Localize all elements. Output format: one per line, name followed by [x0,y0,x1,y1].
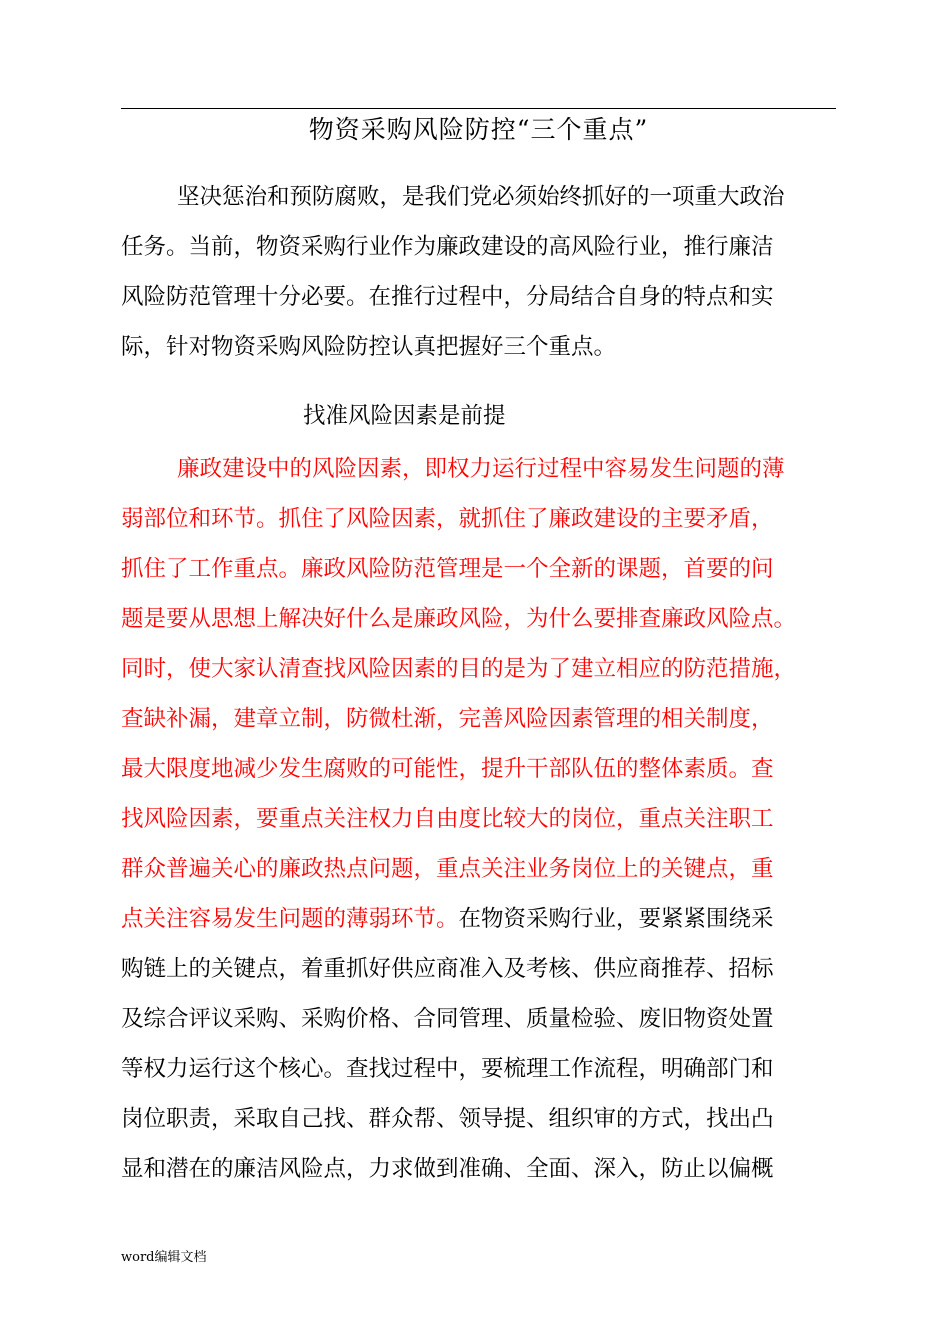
body-line: 及综合评议采购、采购价格、合同管理、质量检验、废旧物资处置 [121,1006,774,1032]
footer-note: word编辑文档 [121,1250,207,1265]
highlighted-line: 查缺补漏，建章立制，防微杜渐，完善风险因素管理的相关制度， [121,706,774,732]
body-line: 购链上的关键点，着重抓好供应商准入及考核、供应商推荐、招标 [121,956,774,982]
body-paragraph [121,444,861,1194]
highlighted-line: 最大限度地减少发生腐败的可能性，提升干部队伍的整体素质。查 [121,756,774,782]
intro-line: 任务。当前，物资采购行业作为廉政建设的高风险行业，推行廉洁 [121,234,774,260]
mixed-line [121,894,861,944]
highlighted-line: 题是要从思想上解决好什么是廉政风险，为什么要排查廉政风险点。 [121,606,797,632]
highlighted-line: 弱部位和环节。抓住了风险因素，就抓住了廉政建设的主要矛盾， [121,506,774,532]
highlighted-line: 找风险因素，要重点关注权力自由度比较大的岗位，重点关注职工 [121,806,774,832]
highlighted-line: 同时，使大家认清查找风险因素的目的是为了建立相应的防范措施， [121,656,797,682]
body-line: 显和潜在的廉洁风险点，力求做到准确、全面、深入，防止以偏概 [121,1156,774,1182]
plain-segment: 在物资采购行业，要紧紧围绕采 [458,906,774,932]
header-rule [121,108,836,109]
highlighted-segment: 点关注容易发生问题的薄弱环节。 [121,906,459,932]
intro-paragraph [121,172,861,372]
document-title: 物资采购风险防控“三个重点” [308,115,649,144]
intro-line: 坚决惩治和预防腐败，是我们党必须始终抓好的一项重大政治 [177,184,785,210]
intro-line: 风险防范管理十分必要。在推行过程中，分局结合自身的特点和实 [121,284,774,310]
section-heading: 找准风险因素是前提 [303,403,506,429]
intro-line: 际，针对物资采购风险防控认真把握好三个重点。 [121,334,617,360]
body-line: 等权力运行这个核心。查找过程中，要梳理工作流程，明确部门和 [121,1056,774,1082]
highlighted-line: 抓住了工作重点。廉政风险防范管理是一个全新的课题，首要的问 [121,556,774,582]
highlighted-line: 群众普遍关心的廉政热点问题，重点关注业务岗位上的关键点，重 [121,856,774,882]
body-line: 岗位职责，采取自己找、群众帮、领导提、组织审的方式，找出凸 [121,1106,774,1132]
highlighted-line: 廉政建设中的风险因素，即权力运行过程中容易发生问题的薄 [177,456,785,482]
